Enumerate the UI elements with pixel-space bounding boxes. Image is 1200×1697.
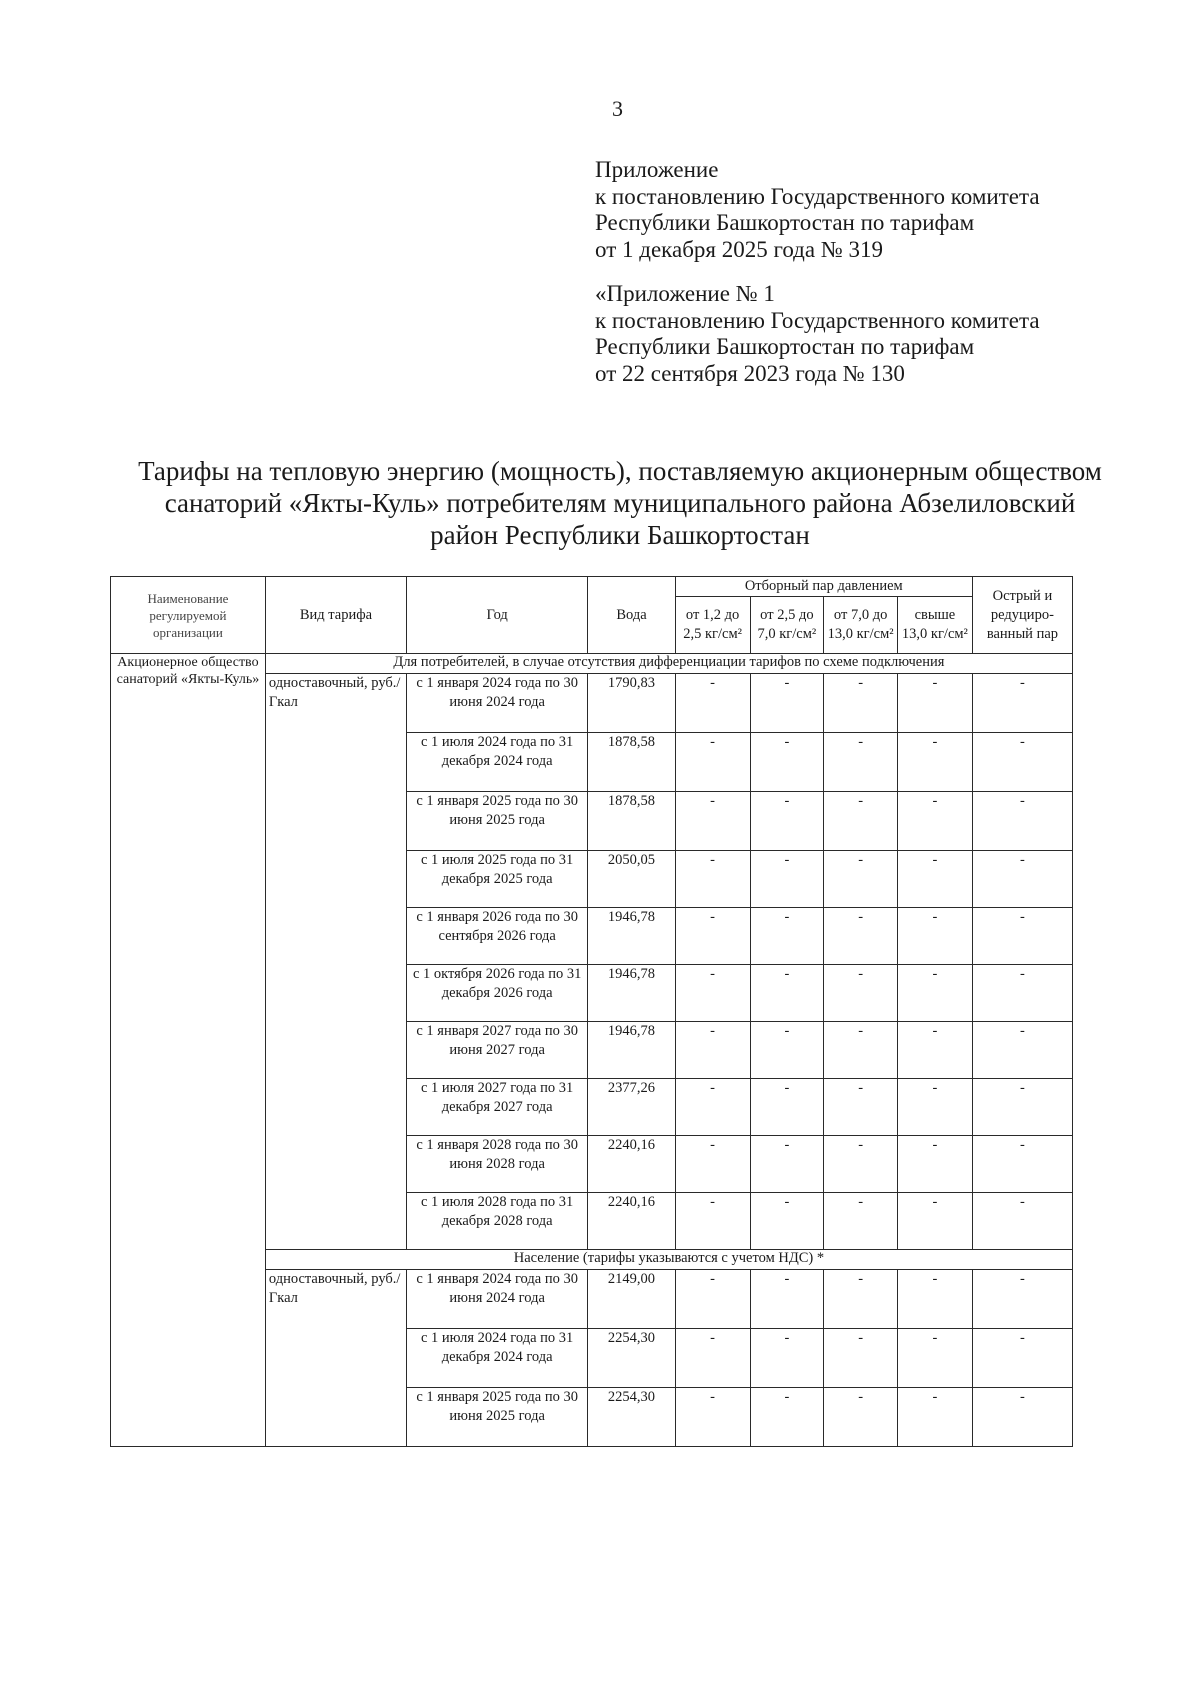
period-cell: с 1 января 2027 года по 30 июня 2027 года — [407, 1022, 588, 1079]
dash-cell: - — [898, 1270, 973, 1329]
dash-cell: - — [824, 1193, 898, 1250]
dash-cell: - — [972, 1329, 1072, 1388]
period-cell: с 1 января 2025 года по 30 июня 2025 года — [407, 1388, 588, 1447]
dash-cell: - — [750, 965, 824, 1022]
appendix-line: от 1 декабря 2025 года № 319 — [595, 236, 884, 262]
header-steam-col: от 2,5 до 7,0 кг/см² — [750, 597, 824, 654]
water-cell: 2149,00 — [588, 1270, 675, 1329]
dash-cell: - — [750, 733, 824, 792]
period-cell: с 1 января 2026 года по 30 сентября 2026 года — [407, 908, 588, 965]
dash-cell: - — [898, 792, 973, 851]
period-cell: с 1 июля 2024 года по 31 декабря 2024 года — [407, 1329, 588, 1388]
dash-cell: - — [675, 851, 750, 908]
appendix-line: «Приложение № 1 — [595, 281, 775, 306]
water-cell: 2050,05 — [588, 851, 675, 908]
section-title: Население (тарифы указываются с учетом НДС) * — [265, 1250, 1072, 1270]
header-steam-col: свыше 13,0 кг/см² — [898, 597, 973, 654]
dash-cell: - — [824, 1388, 898, 1447]
dash-cell: - — [750, 851, 824, 908]
dash-cell: - — [898, 674, 973, 733]
dash-cell: - — [824, 965, 898, 1022]
dash-cell: - — [675, 1136, 750, 1193]
water-cell: 2377,26 — [588, 1079, 675, 1136]
org-name: Акционерное общество санаторий «Якты-Куль» — [111, 654, 266, 1447]
dash-cell: - — [750, 1193, 824, 1250]
header-year: Год — [407, 577, 588, 654]
dash-cell: - — [750, 1136, 824, 1193]
dash-cell: - — [972, 1136, 1072, 1193]
dash-cell: - — [898, 1079, 973, 1136]
title-line: санаторий «Якты-Куль» потребителям муниципального района Абзелиловский — [164, 488, 1076, 518]
tariff-type: одноставочный, руб./Гкал — [265, 674, 406, 1250]
period-cell: с 1 июля 2028 года по 31 декабря 2028 года — [407, 1193, 588, 1250]
period-cell: с 1 января 2028 года по 30 июня 2028 года — [407, 1136, 588, 1193]
appendix-current — [595, 157, 1040, 263]
water-cell: 1878,58 — [588, 733, 675, 792]
dash-cell: - — [824, 908, 898, 965]
dash-cell: - — [750, 1022, 824, 1079]
dash-cell: - — [898, 1136, 973, 1193]
dash-cell: - — [824, 792, 898, 851]
period-cell: с 1 июля 2024 года по 31 декабря 2024 года — [407, 733, 588, 792]
appendix-original — [595, 281, 1040, 387]
appendix-line: к постановлению Государственного комитета — [595, 183, 1040, 209]
dash-cell: - — [972, 1270, 1072, 1329]
dash-cell: - — [898, 1022, 973, 1079]
dash-cell: - — [750, 674, 824, 733]
dash-cell: - — [675, 1022, 750, 1079]
header-steam-col: от 1,2 до 2,5 кг/см² — [675, 597, 750, 654]
dash-cell: - — [972, 733, 1072, 792]
dash-cell: - — [675, 1193, 750, 1250]
period-cell: с 1 января 2024 года по 30 июня 2024 года — [407, 1270, 588, 1329]
dash-cell: - — [824, 1136, 898, 1193]
dash-cell: - — [750, 1388, 824, 1447]
tariff-table — [110, 576, 1073, 1447]
water-cell: 1946,78 — [588, 1022, 675, 1079]
water-cell: 2254,30 — [588, 1329, 675, 1388]
title-line: район Республики Башкортостан — [430, 520, 810, 550]
water-cell: 1946,78 — [588, 965, 675, 1022]
appendix-line: Приложение — [595, 157, 719, 182]
dash-cell: - — [972, 674, 1072, 733]
water-cell: 2240,16 — [588, 1136, 675, 1193]
tariff-type: одноставочный, руб./Гкал — [265, 1270, 406, 1447]
dash-cell: - — [824, 674, 898, 733]
dash-cell: - — [675, 1329, 750, 1388]
dash-cell: - — [675, 1388, 750, 1447]
dash-cell: - — [824, 1022, 898, 1079]
dash-cell: - — [972, 1388, 1072, 1447]
dash-cell: - — [750, 1329, 824, 1388]
dash-cell: - — [824, 733, 898, 792]
dash-cell: - — [675, 792, 750, 851]
water-cell: 1878,58 — [588, 792, 675, 851]
water-cell: 2240,16 — [588, 1193, 675, 1250]
dash-cell: - — [675, 733, 750, 792]
header-steam-group: Отборный пар давлением — [675, 577, 972, 597]
dash-cell: - — [824, 1270, 898, 1329]
dash-cell: - — [675, 965, 750, 1022]
dash-cell: - — [972, 1193, 1072, 1250]
appendix-line: к постановлению Государственного комитета — [595, 307, 1040, 333]
dash-cell: - — [898, 1388, 973, 1447]
dash-cell: - — [750, 1270, 824, 1329]
dash-cell: - — [898, 965, 973, 1022]
title-line: Тарифы на тепловую энергию (мощность), поставляемую акционерным обществом — [138, 456, 1102, 486]
water-cell: 2254,30 — [588, 1388, 675, 1447]
dash-cell: - — [750, 1079, 824, 1136]
dash-cell: - — [675, 1079, 750, 1136]
dash-cell: - — [972, 1079, 1072, 1136]
dash-cell: - — [898, 1193, 973, 1250]
header-org: Наименование регулируемой организации — [111, 577, 266, 654]
dash-cell: - — [675, 1270, 750, 1329]
section-title: Для потребителей, в случае отсутствия дифференциации тарифов по схеме подключения — [265, 654, 1072, 674]
document-title — [100, 455, 1140, 551]
period-cell: с 1 января 2025 года по 30 июня 2025 года — [407, 792, 588, 851]
header-steam-col: от 7,0 до 13,0 кг/см² — [824, 597, 898, 654]
appendix-line: Республики Башкортостан по тарифам — [595, 334, 975, 359]
dash-cell: - — [898, 908, 973, 965]
dash-cell: - — [972, 965, 1072, 1022]
dash-cell: - — [898, 1329, 973, 1388]
water-cell: 1790,83 — [588, 674, 675, 733]
dash-cell: - — [898, 851, 973, 908]
period-cell: с 1 июля 2025 года по 31 декабря 2025 года — [407, 851, 588, 908]
dash-cell: - — [750, 908, 824, 965]
appendix-line: от 22 сентября 2023 года № 130 — [595, 360, 905, 386]
header-sharp-steam: Острый и редуциро-ванный пар — [972, 577, 1072, 654]
appendix-line: Республики Башкортостан по тарифам — [595, 210, 975, 235]
page-number: 3 — [612, 96, 623, 121]
dash-cell: - — [898, 733, 973, 792]
dash-cell: - — [972, 908, 1072, 965]
period-cell: с 1 октября 2026 года по 31 декабря 2026 года — [407, 965, 588, 1022]
dash-cell: - — [972, 792, 1072, 851]
dash-cell: - — [824, 1329, 898, 1388]
dash-cell: - — [972, 851, 1072, 908]
header-tariff-type: Вид тарифа — [265, 577, 406, 654]
dash-cell: - — [824, 1079, 898, 1136]
dash-cell: - — [750, 792, 824, 851]
dash-cell: - — [675, 908, 750, 965]
header-water: Вода — [588, 577, 675, 654]
dash-cell: - — [824, 851, 898, 908]
period-cell: с 1 января 2024 года по 30 июня 2024 года — [407, 674, 588, 733]
dash-cell: - — [972, 1022, 1072, 1079]
period-cell: с 1 июля 2027 года по 31 декабря 2027 года — [407, 1079, 588, 1136]
dash-cell: - — [675, 674, 750, 733]
water-cell: 1946,78 — [588, 908, 675, 965]
